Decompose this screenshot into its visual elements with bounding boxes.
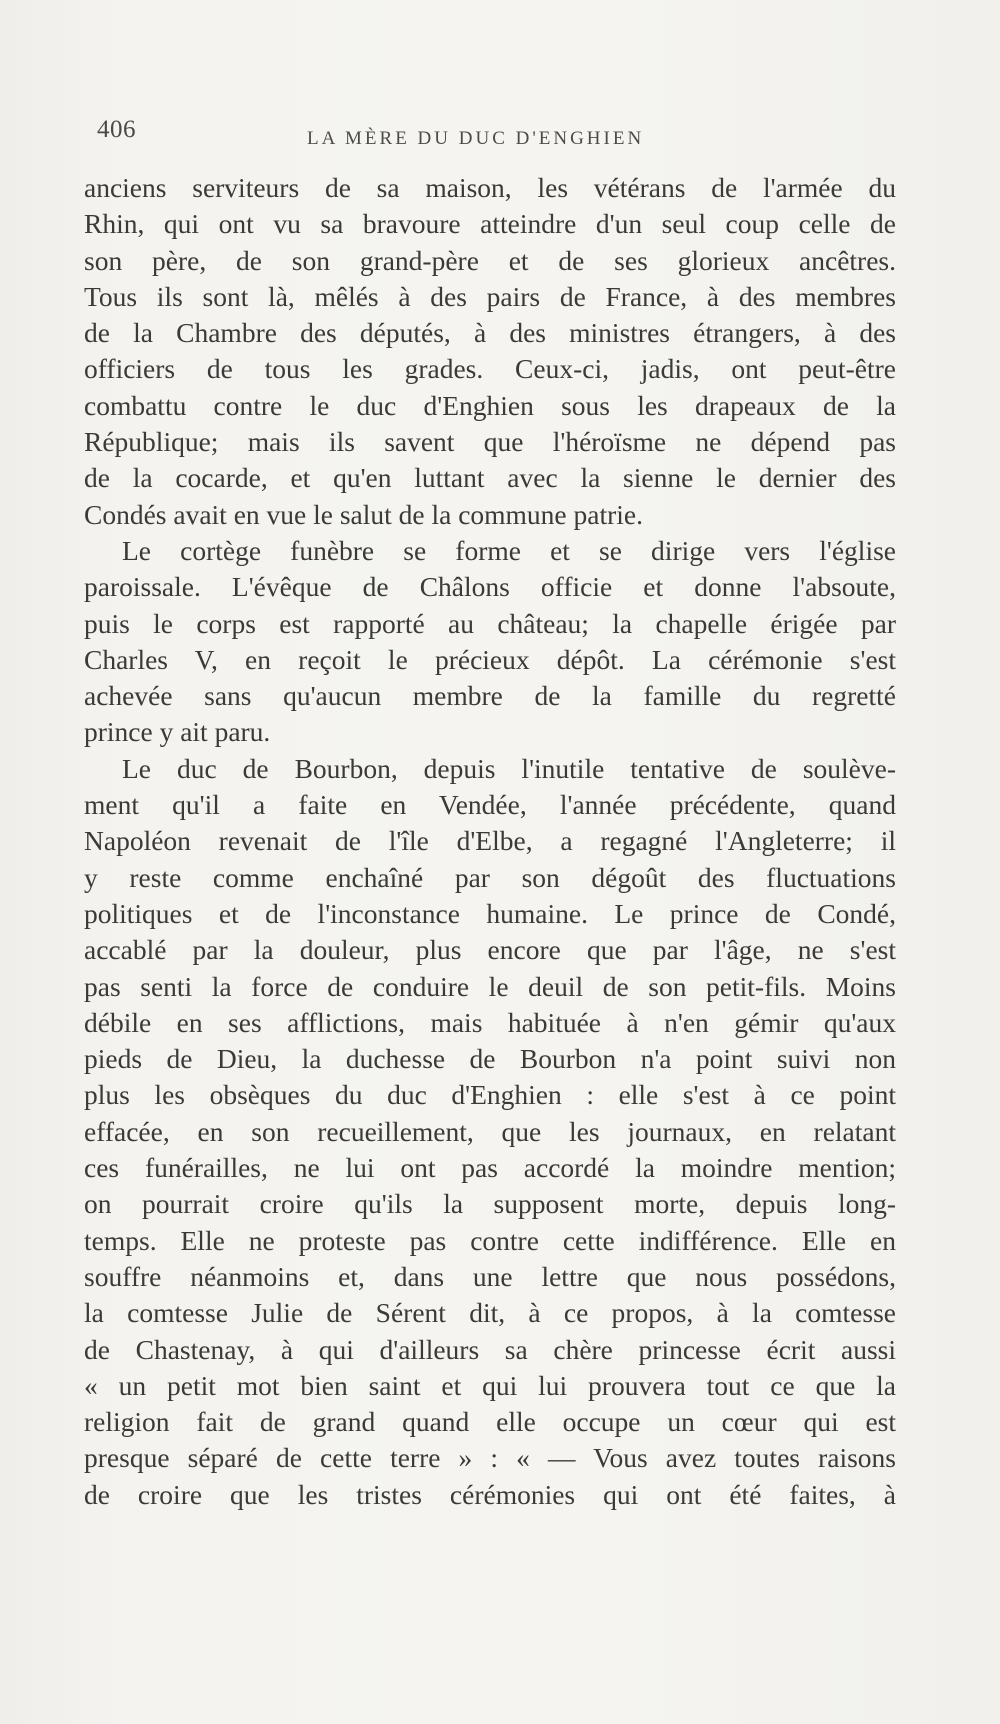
text-line: la comtesse Julie de Sérent dit, à ce propos, à la comtesse — [84, 1297, 896, 1329]
text-line: Rhin, qui ont vu sa bravoure atteindre d'un seul coup celle de — [84, 208, 896, 240]
text-line: y reste comme enchaîné par son dégoût des fluctuations — [84, 861, 896, 893]
text-line: combattu contre le duc d'Enghien sous les drapeaux de la — [84, 389, 896, 421]
body-text — [84, 170, 896, 1513]
page-number: 406 — [97, 116, 136, 143]
text-line: ces funérailles, ne lui ont pas accordé la moindre mention; — [84, 1152, 896, 1184]
text-line: de la cocarde, et qu'en luttant avec la sienne le dernier des — [84, 462, 896, 494]
text-line: pieds de Dieu, la duchesse de Bourbon n'a point suivi non — [84, 1043, 896, 1075]
text-line: Napoléon revenait de l'île d'Elbe, a regagné l'Angleterre; il — [84, 825, 896, 857]
text-line: prince y ait paru. — [84, 716, 271, 748]
text-line: souffre néanmoins et, dans une lettre que nous possédons, — [84, 1260, 896, 1292]
text-line: anciens serviteurs de sa maison, les vétérans de l'armée du — [84, 172, 896, 203]
text-line: accablé par la douleur, plus encore que par l'âge, ne s'est — [84, 934, 896, 966]
text-line: Le duc de Bourbon, depuis l'inutile tentative de soulève- — [122, 752, 896, 784]
text-line: paroissale. L'évêque de Châlons officie et donne l'absoute, — [84, 571, 896, 603]
text-line: effacée, en son recueillement, que les journaux, en relatant — [84, 1115, 896, 1147]
running-head: LA MÈRE DU DUC D'ENGHIEN — [307, 128, 645, 149]
text-line: Tous ils sont là, mêlés à des pairs de France, à des membres — [84, 280, 896, 312]
text-line: son père, de son grand-père et de ses glorieux ancêtres. — [84, 244, 896, 276]
text-line: pas senti la force de conduire le deuil de son petit-fils. Moins — [84, 970, 896, 1002]
paragraph — [84, 751, 896, 1513]
text-line: plus les obsèques du duc d'Enghien : elle s'est à ce point — [84, 1079, 896, 1111]
text-line: on pourrait croire qu'ils la supposent morte, depuis long- — [84, 1188, 896, 1220]
text-line: de croire que les tristes cérémonies qui ont été faites, à — [84, 1478, 896, 1510]
text-line: Le cortège funèbre se forme et se dirige vers l'église — [122, 534, 896, 566]
text-line: officiers de tous les grades. Ceux-ci, jadis, ont peut-être — [84, 353, 896, 385]
text-line: débile en ses afflictions, mais habituée à n'en gémir qu'aux — [84, 1006, 896, 1038]
text-line: achevée sans qu'aucun membre de la famille du regretté — [84, 680, 896, 712]
page-header — [97, 116, 877, 156]
text-line: Charles V, en reçoit le précieux dépôt. La cérémonie s'est — [84, 643, 896, 675]
paragraph — [84, 170, 896, 533]
text-line: de la Chambre des députés, à des ministres étrangers, à des — [84, 317, 896, 349]
text-line: presque séparé de cette terre » : « — Vous avez toutes raisons — [84, 1442, 896, 1474]
text-line: temps. Elle ne proteste pas contre cette indifférence. Elle en — [84, 1224, 896, 1256]
text-line: puis le corps est rapporté au château; la chapelle érigée par — [84, 607, 896, 639]
text-line: de Chastenay, à qui d'ailleurs sa chère princesse écrit aussi — [84, 1333, 896, 1365]
paragraph — [84, 533, 896, 751]
text-line: ment qu'il a faite en Vendée, l'année précédente, quand — [84, 789, 896, 821]
text-line: Condés avait en vue le salut de la commune patrie. — [84, 498, 643, 530]
text-line: « un petit mot bien saint et qui lui prouvera tout ce que la — [84, 1369, 896, 1401]
text-line: République; mais ils savent que l'héroïsme ne dépend pas — [84, 426, 896, 458]
text-line: politiques et de l'inconstance humaine. Le prince de Condé, — [84, 897, 896, 929]
text-line: religion fait de grand quand elle occupe un cœur qui est — [84, 1406, 896, 1438]
